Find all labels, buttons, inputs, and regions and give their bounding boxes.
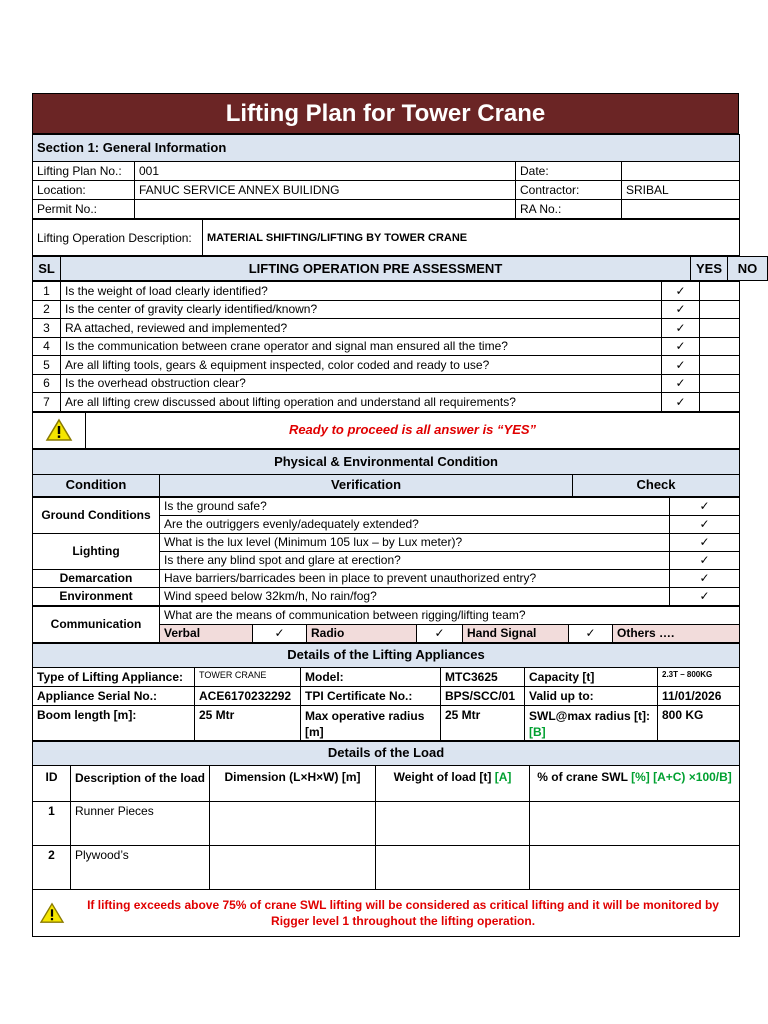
appliance-type-value: TOWER CRANE: [195, 667, 301, 686]
hand-signal-check: ✓: [569, 624, 613, 642]
row-no-check: [700, 300, 740, 319]
row-no-check: [700, 337, 740, 356]
pre-assessment-row: [33, 319, 740, 338]
swl-b-marker: [B]: [529, 724, 546, 739]
row-no-check: [700, 319, 740, 338]
pre-assessment-row: [33, 337, 740, 356]
load-row-id: 2: [33, 845, 71, 889]
pre-assessment-heading: LIFTING OPERATION PRE ASSESSMENT: [61, 257, 691, 281]
location-label: Location:: [33, 181, 135, 200]
row-no-check: [700, 282, 740, 301]
row-question: RA attached, reviewed and implemented?: [61, 319, 662, 338]
row-question: Are all lifting crew discussed about lifting operation and understand all requirements?: [61, 393, 662, 412]
row-question: Is the communication between crane operator and signal man ensured all the time?: [61, 337, 662, 356]
check-header: Check: [573, 474, 740, 496]
ra-label: RA No.:: [516, 200, 622, 219]
permit-value: [135, 200, 516, 219]
load-description-header: Description of the load: [71, 765, 210, 801]
warning-icon: [39, 902, 65, 924]
ground-check-1: ✓: [670, 497, 740, 515]
load-row-swl-pct: [530, 801, 740, 845]
location-value: FANUC SERVICE ANNEX BUILIDNG: [135, 181, 516, 200]
load-dimension-header: Dimension (L×H×W) [m]: [210, 765, 376, 801]
load-id-header: ID: [33, 765, 71, 801]
hand-signal-label: Hand Signal: [463, 624, 569, 642]
general-info-table: [32, 134, 740, 219]
row-yes-check: ✓: [662, 319, 700, 338]
ra-value: [622, 200, 740, 219]
operation-description-label: Lifting Operation Description:: [33, 220, 203, 256]
pre-assessment-row: [33, 356, 740, 375]
load-row: [33, 801, 740, 845]
date-label: Date:: [516, 162, 622, 181]
yes-header: YES: [691, 257, 728, 281]
condition-header: Condition: [33, 474, 160, 496]
row-sl: 1: [33, 282, 61, 301]
max-radius-label: Max operative radius [m]: [301, 705, 441, 740]
lighting-check-2: ✓: [670, 551, 740, 569]
ground-conditions-label: Ground Conditions: [33, 497, 160, 533]
row-question: Is the overhead obstruction clear?: [61, 374, 662, 393]
demarcation-question: Have barriers/barricades been in place to prevent unauthorized entry?: [160, 569, 670, 587]
model-label: Model:: [301, 667, 441, 686]
row-sl: 4: [33, 337, 61, 356]
swl-label: [525, 705, 658, 740]
environment-check: ✓: [670, 587, 740, 605]
warning-icon-cell: [33, 412, 86, 448]
load-row: [33, 845, 740, 889]
title-table: [32, 93, 739, 134]
ready-banner: [32, 412, 740, 449]
valid-up-to-label: Valid up to:: [525, 686, 658, 705]
swl-value: 800 KG: [658, 705, 740, 740]
appliances-table: [32, 643, 740, 741]
load-weight-text: Weight of load [t]: [393, 769, 492, 784]
row-yes-check: ✓: [662, 374, 700, 393]
load-swl-pct-formula: [%] [A+C) ×100/B]: [631, 769, 732, 784]
load-row-weight: [376, 845, 530, 889]
demarcation-label: Demarcation: [33, 569, 160, 587]
pre-assessment-row: [33, 282, 740, 301]
communication-label: Communication: [33, 606, 160, 642]
contractor-value: SRIBAL: [622, 181, 740, 200]
load-row-dimension: [210, 845, 376, 889]
critical-lift-note-cell: [33, 889, 740, 936]
others-label: Others ….: [613, 624, 740, 642]
row-sl: 2: [33, 300, 61, 319]
warning-icon: [45, 418, 73, 442]
demarcation-check: ✓: [670, 569, 740, 587]
conditions-table: [32, 497, 740, 606]
row-question: Is the weight of load clearly identified?: [61, 282, 662, 301]
tpi-label: TPI Certificate No.:: [301, 686, 441, 705]
load-weight-header: [376, 765, 530, 801]
ground-question-1: Is the ground safe?: [160, 497, 670, 515]
max-radius-value: 25 Mtr: [441, 705, 525, 740]
row-yes-check: ✓: [662, 393, 700, 412]
lifting-plan-no-value: 001: [135, 162, 516, 181]
load-row-description: Runner Pieces: [71, 801, 210, 845]
row-sl: 6: [33, 374, 61, 393]
load-row-dimension: [210, 801, 376, 845]
lighting-question-1: What is the lux level (Minimum 105 lux – by Lux meter)?: [160, 533, 670, 551]
contractor-label: Contractor:: [516, 181, 622, 200]
pre-assessment-row: [33, 374, 740, 393]
serial-label: Appliance Serial No.:: [33, 686, 195, 705]
row-yes-check: ✓: [662, 300, 700, 319]
environment-question: Wind speed below 32km/h, No rain/fog?: [160, 587, 670, 605]
pre-assessment-table: [32, 256, 768, 281]
capacity-label: Capacity [t]: [525, 667, 658, 686]
tpi-value: BPS/SCC/01: [441, 686, 525, 705]
communication-question: What are the means of communication between rigging/lifting team?: [160, 606, 740, 624]
appliance-type-label: Type of Lifting Appliance:: [33, 667, 195, 686]
pre-assessment-row: [33, 393, 740, 412]
lighting-label: Lighting: [33, 533, 160, 569]
load-swl-pct-header: [530, 765, 740, 801]
section-1-heading: Section 1: General Information: [33, 135, 740, 162]
lifting-plan-document: [32, 93, 758, 937]
row-sl: 3: [33, 319, 61, 338]
load-weight-a-marker: [A]: [494, 769, 512, 784]
row-sl: 7: [33, 393, 61, 412]
row-no-check: [700, 374, 740, 393]
valid-up-to-value: 11/01/2026: [658, 686, 740, 705]
row-yes-check: ✓: [662, 282, 700, 301]
model-value: MTC3625: [441, 667, 525, 686]
pre-assessment-rows: [32, 281, 740, 412]
verbal-check: ✓: [253, 624, 307, 642]
physical-env-table: [32, 449, 740, 497]
load-swl-pct-text: % of crane SWL: [537, 769, 628, 784]
radio-check: ✓: [417, 624, 463, 642]
load-row-weight: [376, 801, 530, 845]
date-value: [622, 162, 740, 181]
swl-label-text: SWL@max radius [t]:: [529, 708, 651, 723]
capacity-value: 2.3T – 800KG: [658, 667, 740, 686]
pre-assessment-row: [33, 300, 740, 319]
load-heading: Details of the Load: [33, 741, 740, 765]
no-header: NO: [728, 257, 768, 281]
critical-warning-icon-wrap: [33, 902, 71, 924]
boom-length-label: Boom length [m]:: [33, 705, 195, 740]
verbal-label: Verbal: [160, 624, 253, 642]
load-row-description: Plywood’s: [71, 845, 210, 889]
communication-table: [32, 606, 740, 643]
appliances-heading: Details of the Lifting Appliances: [33, 643, 740, 667]
ground-question-2: Are the outriggers evenly/adequately extended?: [160, 515, 670, 533]
radio-label: Radio: [307, 624, 417, 642]
physical-env-heading: Physical & Environmental Condition: [33, 449, 740, 474]
row-no-check: [700, 393, 740, 412]
verification-header: Verification: [160, 474, 573, 496]
permit-label: Permit No.:: [33, 200, 135, 219]
page-title: Lifting Plan for Tower Crane: [33, 94, 739, 134]
lighting-check-1: ✓: [670, 533, 740, 551]
lighting-question-2: Is there any blind spot and glare at erection?: [160, 551, 670, 569]
operation-description-value: MATERIAL SHIFTING/LIFTING BY TOWER CRANE: [203, 220, 740, 256]
serial-value: ACE6170232292: [195, 686, 301, 705]
boom-length-value: 25 Mtr: [195, 705, 301, 740]
row-question: Is the center of gravity clearly identified/known?: [61, 300, 662, 319]
row-no-check: [700, 356, 740, 375]
ground-check-2: ✓: [670, 515, 740, 533]
load-row-swl-pct: [530, 845, 740, 889]
operation-description-table: [32, 219, 740, 256]
row-sl: 5: [33, 356, 61, 375]
sl-header: SL: [33, 257, 61, 281]
ready-to-proceed-text: Ready to proceed is all answer is “YES”: [86, 412, 740, 448]
load-table: [32, 741, 740, 937]
load-row-id: 1: [33, 801, 71, 845]
critical-lift-note: If lifting exceeds above 75% of crane SWL lifting will be considered as critical lifting and it will be monitored by Rigger level 1 throughout the lifting operation.: [87, 897, 719, 928]
row-yes-check: ✓: [662, 337, 700, 356]
lifting-plan-no-label: Lifting Plan No.:: [33, 162, 135, 181]
row-question: Are all lifting tools, gears & equipment inspected, color coded and ready to use?: [61, 356, 662, 375]
environment-label: Environment: [33, 587, 160, 605]
row-yes-check: ✓: [662, 356, 700, 375]
